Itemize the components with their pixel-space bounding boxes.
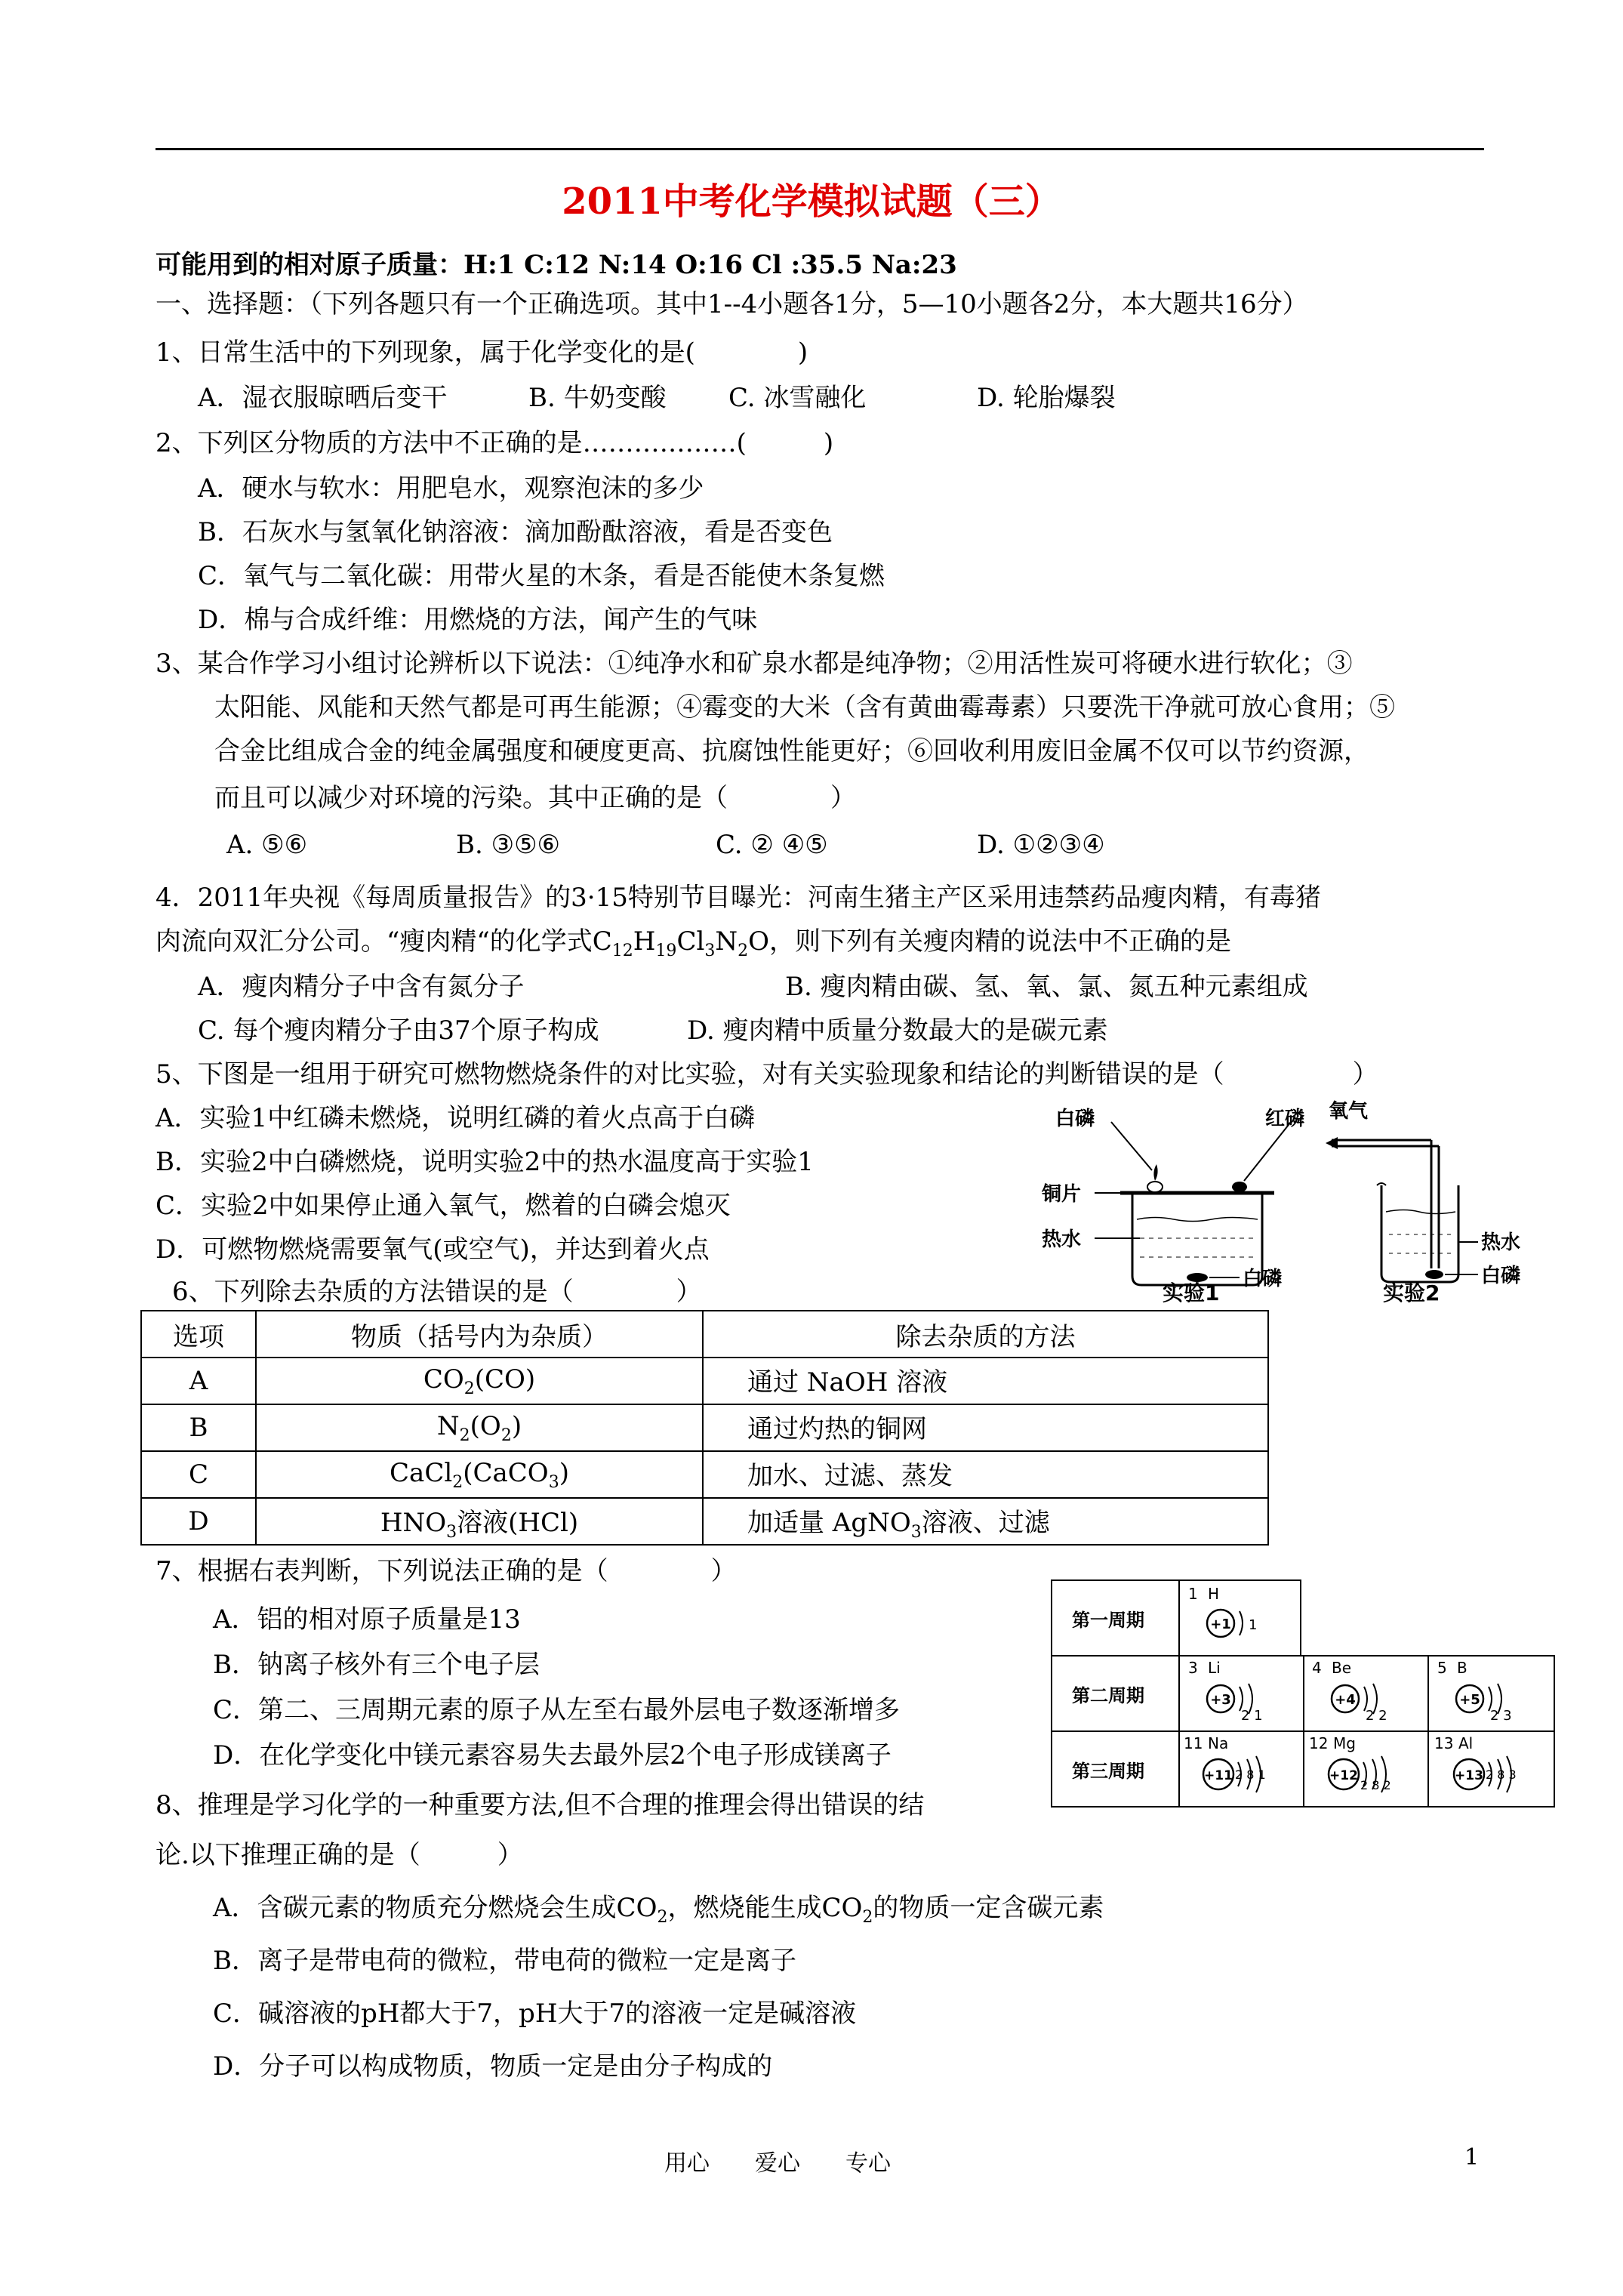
period-3-label: 第三周期 <box>1072 1761 1144 1782</box>
label-red-phosphorus: 红磷 <box>1265 1108 1305 1130</box>
label-white-phosphorus-top: 白磷 <box>1055 1108 1095 1130</box>
q7-option: B．钠离子核外有三个电子层 <box>213 1650 540 1680</box>
svg-text:+12: +12 <box>1329 1768 1358 1783</box>
combustion-experiment-figure <box>1042 1087 1525 1306</box>
header-substance: 物质（括号内为杂质） <box>256 1311 703 1358</box>
q8-option: C．碱溶液的pH都大于7，pH大于7的溶液一定是碱溶液 <box>213 1999 857 2029</box>
q3-line: 3、某合作学习小组讨论辨析以下说法：①纯净水和矿泉水都是纯净物；②用活性炭可将硬水进行软化；③ <box>156 649 1353 679</box>
q8-option: B．离子是带电荷的微粒，带电荷的微粒一定是离子 <box>213 1946 796 1976</box>
svg-text:Li: Li <box>1208 1659 1221 1677</box>
table-row: D $HNO_3$溶液(HCl) 加适量 AgNO$_3$溶液、过滤 <box>141 1498 1268 1545</box>
svg-text:3: 3 <box>1188 1659 1198 1677</box>
svg-text:+3: +3 <box>1210 1692 1231 1708</box>
svg-text:2 8 1: 2 8 1 <box>1235 1767 1266 1782</box>
svg-text:+13: +13 <box>1455 1768 1483 1783</box>
svg-text:Mg: Mg <box>1333 1734 1356 1752</box>
q7-option: A．铝的相对原子质量是13 <box>213 1604 521 1635</box>
q1-option: A．湿衣服晾晒后变干 <box>198 383 448 413</box>
svg-text:12: 12 <box>1309 1734 1329 1752</box>
svg-text:Be: Be <box>1332 1659 1352 1677</box>
svg-text:11: 11 <box>1184 1734 1203 1752</box>
element-cell-Mg <box>1309 1734 1391 1792</box>
label-oxygen: 氧气 <box>1329 1100 1369 1123</box>
header-rule <box>156 148 1484 150</box>
q3-line: 太阳能、风能和天然气都是可再生能源；④霉变的大米（含有黄曲霉毒素）只要洗干净就可放心食用；⑤ <box>214 692 1395 723</box>
svg-text:1: 1 <box>1249 1617 1258 1633</box>
header-method: 除去杂质的方法 <box>703 1311 1268 1358</box>
element-cell-B <box>1437 1659 1512 1724</box>
q5-option: B．实验2中白磷燃烧，说明实验2中的热水温度高于实验1 <box>156 1147 814 1177</box>
svg-text:+1: +1 <box>1210 1616 1231 1632</box>
header-option: 选项 <box>141 1311 256 1358</box>
svg-text:2 2: 2 2 <box>1366 1708 1387 1724</box>
svg-text:Al: Al <box>1458 1734 1474 1752</box>
section-heading: 一、选择题：（下列各题只有一个正确选项。其中1--4小题各1分，5—10小题各2分，本大题共16分） <box>156 289 1308 319</box>
label-copper-sheet: 铜片 <box>1042 1183 1082 1206</box>
footer-slogan: 用心 爱心 专心 <box>664 2150 891 2177</box>
q4-option: A．瘦肉精分子中含有氮分子 <box>198 972 525 1002</box>
svg-text:+11: +11 <box>1204 1768 1233 1783</box>
q5-option: D．可燃物燃烧需要氧气(或空气)，并达到着火点 <box>156 1234 710 1265</box>
svg-text:+5: +5 <box>1459 1692 1480 1708</box>
period-1-label: 第一周期 <box>1072 1610 1144 1631</box>
q7-stem: 7、根据右表判断，下列说法正确的是（ ） <box>156 1556 737 1586</box>
svg-text:+4: +4 <box>1335 1692 1356 1708</box>
q2-option: D．棉与合成纤维：用燃烧的方法，闻产生的气味 <box>198 605 758 635</box>
q4-option: B. 瘦肉精由碳、氢、氧、氯、氮五种元素组成 <box>785 972 1308 1002</box>
exam-title: 2011中考化学模拟试题（三） <box>562 180 1061 223</box>
impurity-removal-table <box>140 1310 1269 1546</box>
atomic-mass-line: 可能用到的相对原子质量：H:1 C:12 N:14 O:16 Cl :35.5 Na:23 <box>156 250 957 280</box>
q8-line1: 8、推理是学习化学的一种重要方法,但不合理的推理会得出错误的结 <box>156 1790 925 1820</box>
q3-option: C. ② ④⑤ <box>716 830 828 860</box>
q4-option: C. 每个瘦肉精分子由37个原子构成 <box>198 1015 599 1046</box>
svg-text:2 8 2: 2 8 2 <box>1360 1778 1391 1792</box>
table-row: B $N_2(O_2)$ 通过灼热的铜网 <box>141 1404 1268 1451</box>
q8-option: D．分子可以构成物质，物质一定是由分子构成的 <box>213 2051 773 2082</box>
label-hot-water: 热水 <box>1042 1228 1082 1251</box>
q4-option: D. 瘦肉精中质量分数最大的是碳元素 <box>687 1015 1108 1046</box>
table-header-row <box>141 1311 1268 1358</box>
element-cell-Be <box>1312 1659 1387 1724</box>
q1-stem: 1、日常生活中的下列现象，属于化学变化的是( ) <box>156 337 808 368</box>
q3-option: A. ⑤⑥ <box>226 830 308 860</box>
element-cell-Na <box>1184 1734 1266 1792</box>
q2-option: B．石灰水与氢氧化钠溶液：滴加酚酞溶液，看是否变色 <box>198 517 833 547</box>
q1-option: D. 轮胎爆裂 <box>977 383 1116 413</box>
svg-text:1: 1 <box>1188 1585 1198 1603</box>
svg-text:B: B <box>1457 1659 1467 1677</box>
period-2-label: 第二周期 <box>1072 1685 1144 1706</box>
q4-line2: 肉流向双汇分公司。“瘦肉精“的化学式$C_{12}H_{19}Cl_3N_2O$，则下列有关瘦肉精的说法中不正确的是 <box>156 926 1231 960</box>
q7-option: C．第二、三周期元素的原子从左至右最外层电子数逐渐增多 <box>213 1695 901 1725</box>
svg-text:2 8 3: 2 8 3 <box>1486 1767 1517 1782</box>
q1-option: C. 冰雪融化 <box>728 383 867 413</box>
svg-text:Na: Na <box>1208 1734 1229 1752</box>
label-hot-water-2: 热水 <box>1481 1231 1521 1254</box>
q3-option: B. ③⑤⑥ <box>456 830 561 860</box>
svg-text:H: H <box>1208 1585 1220 1603</box>
q7-option: D．在化学变化中镁元素容易失去最外层2个电子形成镁离子 <box>213 1740 892 1771</box>
q8-line2: 论.以下推理正确的是（ ） <box>156 1840 523 1870</box>
q2-option: A．硬水与软水：用肥皂水，观察泡沫的多少 <box>198 473 704 504</box>
svg-text:2 3: 2 3 <box>1490 1708 1512 1724</box>
q2-stem: 2、下列区分物质的方法中不正确的是………………( ) <box>156 428 834 458</box>
q1-option: B. 牛奶变酸 <box>528 383 667 413</box>
q3-option: D. ①②③④ <box>977 830 1105 860</box>
q5-stem: 5、下图是一组用于研究可燃物燃烧条件的对比实验，对有关实验现象和结论的判断错误的是（ ） <box>156 1059 1378 1089</box>
element-cell-H <box>1188 1585 1257 1637</box>
svg-text:13: 13 <box>1434 1734 1454 1752</box>
q5-option: A．实验1中红磷未燃烧，说明红磷的着火点高于白磷 <box>156 1103 756 1133</box>
label-white-phosphorus-2: 白磷 <box>1481 1265 1521 1287</box>
q2-option: C．氧气与二氧化碳：用带火星的木条，看是否能使木条复燃 <box>198 561 885 591</box>
experiment1-beaker <box>1095 1122 1291 1285</box>
q4-line1: 4．2011年央视《每周质量报告》的3·15特别节目曝光：河南生猪主产区采用违禁药品瘦肉精，有毒猪 <box>156 883 1321 913</box>
periodic-table-excerpt <box>1051 1579 1557 1808</box>
table-row: C CaCl$_2$(CaCO$_3$) 加水、过滤、蒸发 <box>141 1451 1268 1498</box>
svg-text:2 1: 2 1 <box>1241 1708 1263 1724</box>
svg-text:5: 5 <box>1437 1659 1447 1677</box>
q3-line: 而且可以减少对环境的污染。其中正确的是（ ） <box>214 783 856 813</box>
label-white-phosphorus-bottom: 白磷 <box>1243 1268 1283 1290</box>
svg-text:4: 4 <box>1312 1659 1322 1677</box>
element-cell-Al <box>1434 1734 1517 1792</box>
q8-option: A．含碳元素的物质充分燃烧会生成$CO_2$，燃烧能生成$CO_2$的物质一定含碳元素 <box>213 1893 1104 1927</box>
table-row: A $CO_2(CO)$ 通过 NaOH 溶液 <box>141 1358 1268 1404</box>
label-experiment2: 实验2 <box>1383 1281 1440 1305</box>
element-cell-Li <box>1188 1659 1263 1724</box>
label-experiment1: 实验1 <box>1163 1281 1220 1305</box>
experiment2-beaker <box>1326 1137 1478 1282</box>
q5-option: C．实验2中如果停止通入氧气，燃着的白磷会熄灭 <box>156 1191 731 1221</box>
page-number: 1 <box>1464 2144 1480 2171</box>
q3-line: 合金比组成合金的纯金属强度和硬度更高、抗腐蚀性能更好；⑥回收利用废旧金属不仅可以节约资源， <box>214 736 1369 766</box>
q6-stem: 6、下列除去杂质的方法错误的是（ ） <box>172 1277 702 1307</box>
